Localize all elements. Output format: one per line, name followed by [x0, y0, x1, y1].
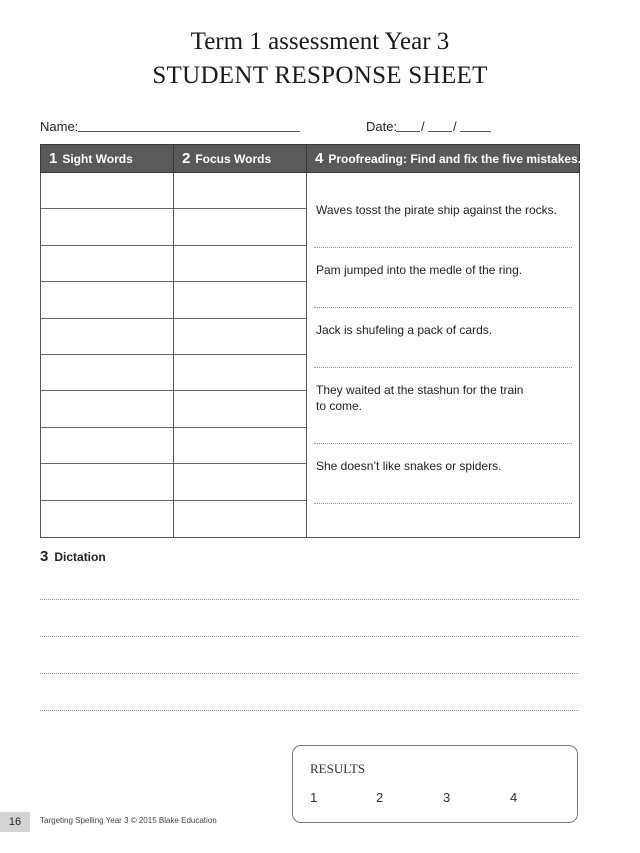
footer-credit: Targeting Spelling Year 3 © 2015 Blake Education — [40, 816, 217, 825]
date-separator: / — [453, 119, 457, 134]
focus-word-cell[interactable] — [174, 464, 306, 500]
focus-word-cell[interactable] — [174, 355, 306, 391]
name-label: Name: — [40, 119, 79, 134]
page-number: 16 — [0, 812, 30, 832]
dictation-line[interactable] — [40, 599, 579, 600]
dictation-heading — [40, 548, 106, 565]
date-separator: / — [421, 119, 425, 134]
answer-line[interactable] — [314, 367, 572, 368]
results-title: RESULTS — [310, 761, 366, 776]
proofreading-sentence-5: She doesn’t like snakes or spiders. — [316, 459, 502, 473]
header-label: Proofreading: Find and fix the five mistakes. — [328, 152, 582, 166]
sight-word-cell[interactable] — [41, 319, 173, 355]
score-option[interactable]: 3 — [443, 790, 451, 805]
date-day-field[interactable] — [396, 131, 420, 132]
header-sight-words — [41, 145, 174, 173]
dictation-line[interactable] — [40, 710, 579, 711]
response-table — [40, 144, 580, 538]
proofreading-sentence-4: They waited at the stashun for the train to come. — [316, 383, 524, 413]
sight-word-cell[interactable] — [41, 209, 173, 245]
sight-word-cell[interactable] — [41, 355, 173, 391]
header-proofreading — [307, 145, 580, 173]
sight-word-cell[interactable] — [41, 282, 173, 318]
sight-word-cell[interactable] — [41, 464, 173, 500]
date-month-field[interactable] — [428, 131, 452, 132]
focus-word-cell[interactable] — [174, 282, 306, 318]
date-year-field[interactable] — [460, 131, 491, 132]
score-option[interactable]: 1 — [310, 790, 318, 805]
page-subtitle: STUDENT RESPONSE SHEET — [152, 62, 488, 89]
sight-word-cell[interactable] — [41, 391, 173, 427]
focus-word-cell[interactable] — [174, 319, 306, 355]
sight-word-cell[interactable] — [41, 428, 173, 464]
sight-word-cell[interactable] — [41, 173, 173, 209]
focus-word-cell[interactable] — [174, 209, 306, 245]
section-number: 2 — [182, 150, 191, 167]
proofreading-sentence-1: Waves tosst the pirate ship against the rocks. — [316, 203, 558, 217]
answer-line[interactable] — [314, 247, 572, 248]
proofreading-sentence-2: Pam jumped into the medle of the ring. — [316, 263, 523, 277]
dictation-line[interactable] — [40, 636, 579, 637]
name-field[interactable] — [78, 131, 300, 132]
proofreading-column — [307, 173, 580, 538]
dictation-line[interactable] — [40, 673, 579, 674]
dictation-label: Dictation — [54, 550, 106, 564]
sight-word-cell[interactable] — [41, 246, 173, 282]
answer-line[interactable] — [314, 443, 572, 444]
focus-word-cell[interactable] — [174, 391, 306, 427]
focus-word-cell[interactable] — [174, 173, 306, 209]
page-title: Term 1 assessment Year 3 — [190, 28, 450, 55]
focus-word-cell[interactable] — [174, 501, 306, 537]
header-label: Focus Words — [195, 152, 272, 166]
section-number: 1 — [49, 150, 58, 167]
proofreading-sentence-3: Jack is shufeling a pack of cards. — [316, 323, 493, 337]
sight-words-column — [41, 173, 174, 538]
focus-word-cell[interactable] — [174, 246, 306, 282]
answer-line[interactable] — [314, 307, 572, 308]
header-focus-words — [174, 145, 307, 173]
sight-word-cell[interactable] — [41, 501, 173, 537]
results-box — [292, 745, 578, 823]
date-label: Date: — [366, 119, 398, 134]
focus-word-cell[interactable] — [174, 428, 306, 464]
section-number: 3 — [40, 548, 49, 565]
focus-words-column — [174, 173, 307, 538]
answer-line[interactable] — [314, 503, 572, 504]
score-option[interactable]: 4 — [510, 790, 518, 805]
header-label: Sight Words — [62, 152, 133, 166]
score-option[interactable]: 2 — [376, 790, 384, 805]
section-number: 4 — [315, 150, 324, 167]
